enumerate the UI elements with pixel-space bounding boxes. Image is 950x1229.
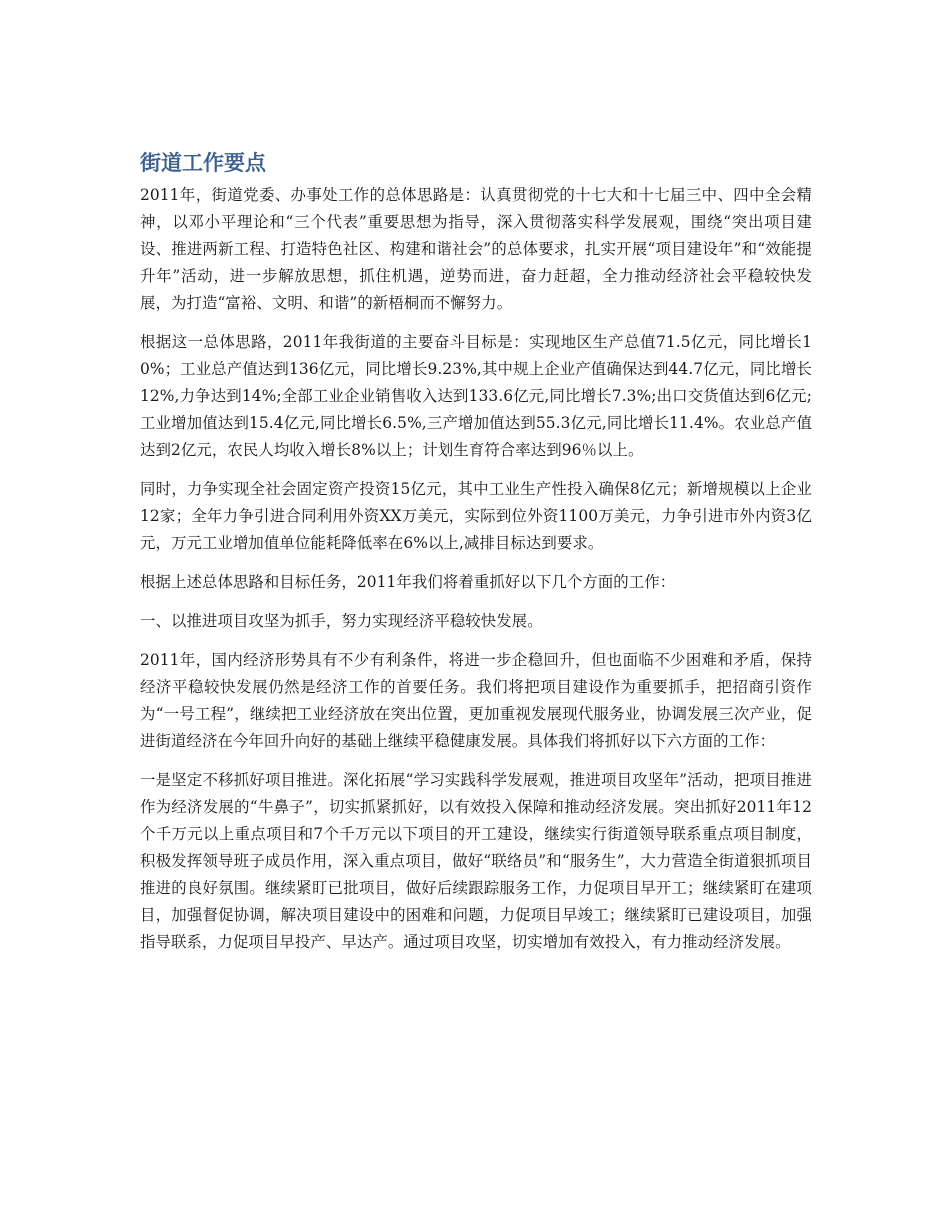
paragraph-economic-situation: 2011年，国内经济形势具有不少有利条件，将进一步企稳回升，但也面临不少困难和矛盾，保持经济平稳较快发展仍然是经济工作的首要任务。我们将把项目建设作为重要抓手，把招商引资作为“一号工程”，继续把工业经济放在突出位置，更加重视发展现代服务业，协调发展三次产业，促进街道经济在今年回升向好的基础上继续平稳健康发展。具体我们将抓好以下六方面的工作： bbox=[140, 651, 812, 750]
section-heading-1: 一、以推进项目攻坚为抓手，努力实现经济平稳较快发展。 bbox=[140, 612, 543, 630]
document-page bbox=[140, 148, 812, 968]
paragraph-work-intro: 根据上述总体思路和目标任务，2011年我们将着重抓好以下几个方面的工作： bbox=[140, 573, 676, 591]
paragraph-project-promotion: 一是坚定不移抓好项目推进。深化拓展“学习实践科学发展观，推进项目攻坚年”活动，把项目推进作为经济发展的“牛鼻子”，切实抓紧抓好，以有效投入保障和推动经济发展。突出抓好2011年12个千万元以上重点项目和7个千万元以下项目的开工建设，继续实行街道领导联系重点项目制度，积极发挥领导班子成员作用，深入重点项目，做好“联络员”和“服务生”，大力营造全街道狠抓项目推进的良好氛围。继续紧盯已批项目，做好后续跟踪服务工作，力促项目早开工；继续紧盯在建项目，加强督促协调，解决项目建设中的困难和问题，力促项目早竣工；继续紧盯已建设项目，加强指导联系，力促项目早投产、早达产。通过项目攻坚，切实增加有效投入，有力推动经济发展。 bbox=[140, 771, 812, 951]
paragraph-overall-approach: 2011年，街道党委、办事处工作的总体思路是：认真贯彻党的十七大和十七届三中、四中全会精神，以邓小平理论和“三个代表”重要思想为指导，深入贯彻落实科学发展观，围绕“突出项目建设、推进两新工程、打造特色社区、构建和谐社会”的总体要求，扎实开展“项目建设年”和“效能提升年”活动，进一步解放思想，抓住机遇，逆势而进，奋力赶超，全力推动经济社会平稳较快发展，为打造“富裕、文明、和谐”的新梧桐而不懈努力。 bbox=[140, 186, 812, 312]
paragraph-main-goals: 根据这一总体思路，2011年我街道的主要奋斗目标是：实现地区生产总值71.5亿元，同比增长10%；工业总产值达到136亿元，同比增长9.23%,其中规上企业产值确保达到44.7亿元，同比增长12%,力争达到14%;全部工业企业销售收入达到133.6亿元,同比增长7.3%;出口交货值达到6亿元;工业增加值达到15.4亿元,同比增长6.5%,三产增加值达到55.3亿元,同比增长11.4%。农业总产值达到2亿元，农民人均收入增长8%以上；计划生育符合率达到96％以上。 bbox=[140, 333, 812, 459]
document-title: 街道工作要点 bbox=[140, 151, 266, 175]
paragraph-investment-goals: 同时，力争实现全社会固定资产投资15亿元，其中工业生产性投入确保8亿元；新增规模以上企业12家；全年力争引进合同利用外资XX万美元，实际到位外资1100万美元，力争引进市外内资3亿元，万元工业增加值单位能耗降低率在6%以上,减排目标达到要求。 bbox=[140, 480, 812, 552]
